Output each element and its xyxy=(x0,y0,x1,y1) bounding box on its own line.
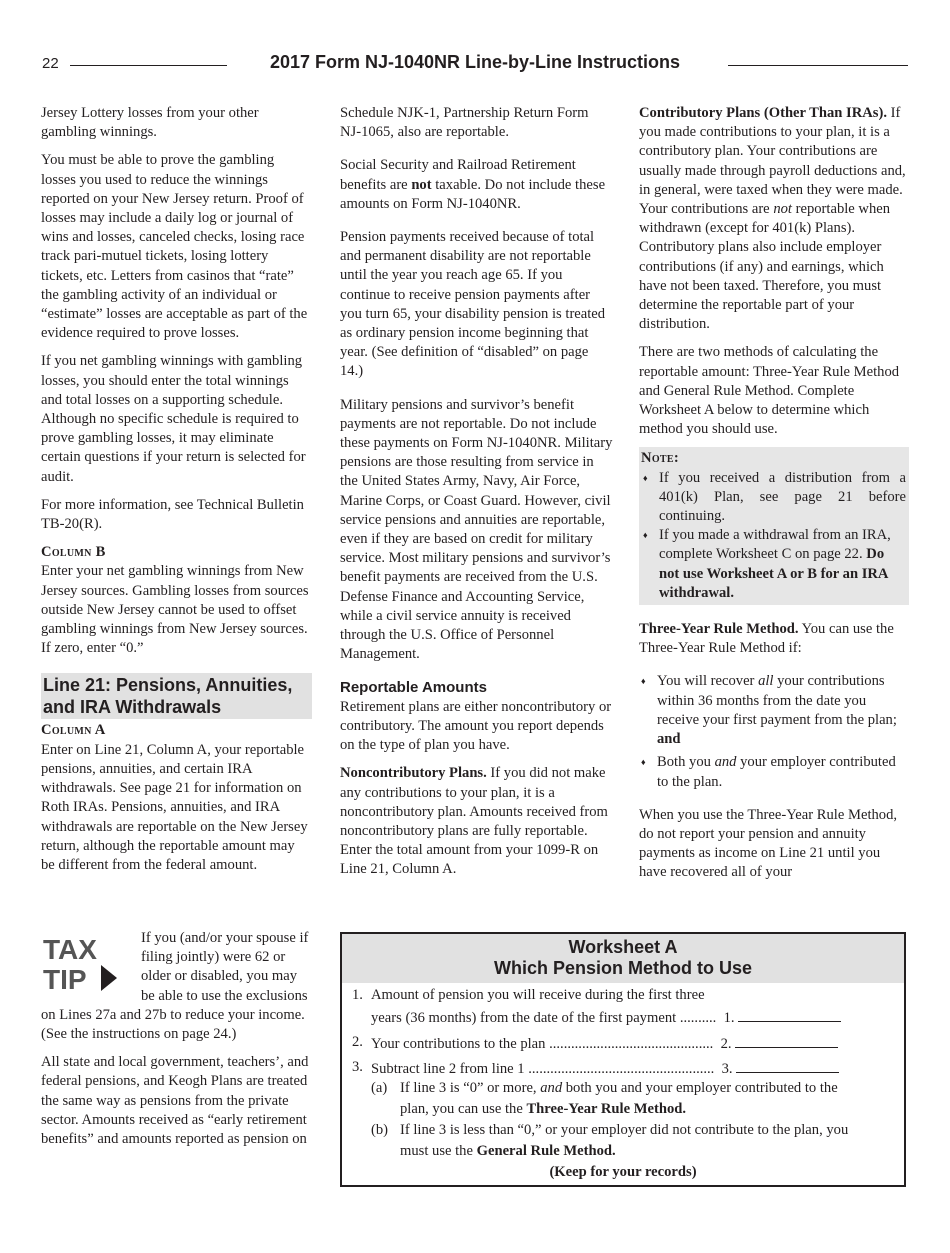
contributory-bold: Contributory Plans (Other Than IRAs). xyxy=(639,105,887,121)
noncontributory-bold: Noncontributory Plans. xyxy=(340,765,487,782)
col1-paragraph-1: Jersey Lottery losses from your other gambling winnings. xyxy=(41,105,259,141)
line-1-text-b: years (36 months) from the date of the first payment xyxy=(371,1010,677,1026)
bullet-1-bold: and xyxy=(657,731,681,748)
col3-paragraph-4: When you use the Three-Year Rule Method, do not report your pension and annuity payments as income on Line 21 until you have recovered all of your xyxy=(639,806,898,881)
option-a-bold: Three-Year Rule Method. xyxy=(526,1101,687,1117)
contributory-text-b: reportable when withdrawn (except for 401(k) Plans). Contributory plans also include employer contributions (if any) and earnings, which have not been taxed. Therefore, you must determine the reportable part of your distribution. xyxy=(639,201,891,333)
col2-p2-part-a: Social Security and Railroad Retirement benefits are xyxy=(340,157,576,193)
three-year-bullet-2 xyxy=(639,753,909,791)
line-2-wrap xyxy=(371,1033,838,1054)
line-2-dots: ............................................. xyxy=(545,1036,714,1052)
bullet-1-a: You will recover xyxy=(657,673,759,690)
tax-tip-word-tip: TIP xyxy=(43,964,87,995)
col1-paragraph-3: If you net gambling winnings with gambling losses, you should enter the total winnings and total losses on a supporting schedule. Although no specific schedule is required to prove gambling losses, it may eliminate certain questions if your return is selected for audit. xyxy=(41,353,306,485)
col1-last-paragraph: All state and local government, teachers’, and federal pensions, and Keogh Plans are treated the same way as pensions from the private sector. Amounts received as “early retirement benefits” and amounts reported as pension on xyxy=(41,1054,309,1148)
note-label: Note: xyxy=(641,450,680,467)
line-1-text-b-wrap xyxy=(371,1007,841,1028)
tax-tip-text: If you (and/or your spouse if filing jointly) were 62 or older or disabled, you may be able to use the exclusions on Lines 27a and 27b to reduce your income. (See the instructions on page 24.) xyxy=(41,930,309,1043)
note-bullet-1: ♦ If you received a distribution from a 401(k) Plan, see page 21 before continuing. xyxy=(641,469,906,527)
option-a-text-2: both you and your employer contributed to the xyxy=(562,1080,838,1096)
line-3-text: Subtract line 2 from line 1 xyxy=(371,1061,525,1077)
column-1 xyxy=(41,104,312,875)
bullet-2-italic: and xyxy=(714,754,737,771)
noncontributory-text: If you did not make any contributions to your plan, it is a noncontributory plan. Amounts received from noncontributory plans are fully reportable. Enter the total amount from your 1099-R on Line 21, Column A. xyxy=(340,765,608,878)
bullet-1-b: your contributions within 36 months from the date you receive your first payment from the plan; xyxy=(657,673,897,728)
note-bullets xyxy=(641,469,906,603)
col3-paragraph-3 xyxy=(639,620,909,658)
contributory-italic: not xyxy=(773,201,792,218)
bullet-1-italic: all xyxy=(758,673,774,690)
col1-paragraph-2: You must be able to prove the gambling losses you used to reduce the winnings reported on your New Jersey return. Proof of losses may include a daily log or journal of wins and losses, canceled checks, losing race track pari-mutuel tickets, losing lottery tickets, etc. Letters from casinos that “rate” the gambling activity of an individual or “estimate” losses are acceptable as part of the evidence required to prove losses. xyxy=(41,152,308,342)
note-bullet-2-bold: Do not use Worksheet A or B for an IRA withdrawal. xyxy=(659,546,888,601)
option-a-label: (a) xyxy=(371,1080,388,1096)
col1-paragraph-4: For more information, see Technical Bulletin TB-20(R). xyxy=(41,496,304,533)
column-b-text: Enter your net gambling winnings from New Jersey sources. Gambling losses from sources outside New Jersey cannot be used to offset gambling winnings from New Jersey sources. If zero, enter “0.” xyxy=(41,563,309,657)
option-b-label: (b) xyxy=(371,1122,389,1138)
col2-paragraph-2 xyxy=(340,156,613,214)
line-2-number: 2. xyxy=(352,1034,363,1050)
worksheet-a xyxy=(340,932,906,1187)
reportable-amounts-heading: Reportable Amounts xyxy=(340,679,487,697)
col2-paragraph-4: Military pensions and survivor’s benefit payments are not reportable. Do not include these payments on Form NJ-1040NR. Military pensions are those resulting from service in the United States Army, Navy, Air Force, Marine Corps, or Coast Guard. However, civil service pensions and annuities are reportable, even if they are based on credit for military service. Most military pensions and survivor’s benefit payments are received from the U.S. Defense Finance and Accounting Service, while a civil service annuity is received through the U.S. Office of Personnel Management. xyxy=(340,396,613,663)
line-3-ref: 3. xyxy=(721,1061,733,1077)
three-year-bullets xyxy=(639,672,909,791)
column-b-heading: Column B xyxy=(41,544,106,561)
tax-tip-spacer xyxy=(41,929,141,989)
note-bullet-2 xyxy=(641,526,906,603)
option-b-text-2: must use the xyxy=(400,1143,477,1159)
line-3-dots: ................................................... xyxy=(524,1061,715,1077)
line-21-heading: Line 21: Pensions, Annuities, and IRA Withdrawals xyxy=(41,673,312,719)
page-title: 2017 Form NJ-1040NR Line-by-Line Instructions xyxy=(269,52,681,72)
line-2-entry-field[interactable] xyxy=(735,1033,838,1048)
line-1-dots: .......... xyxy=(676,1010,717,1026)
line-1-entry-field[interactable] xyxy=(738,1007,841,1022)
worksheet-title: Worksheet A xyxy=(568,937,678,957)
page-number: 22 xyxy=(42,55,59,72)
keep-for-records: (Keep for your records) xyxy=(549,1164,697,1180)
col2-paragraph-3: Pension payments received because of total and permanent disability are not reportable until the year you reach age 65. If you continue to receive pension payments after you turn 65, your disability pension is treated as ordinary pension income beginning that year. (See definition of “disabled” on page 14.) xyxy=(340,229,606,380)
option-a-line-1 xyxy=(400,1079,838,1098)
option-b-line-1: If line 3 is less than “0,” or your employer did not contribute to the plan, you xyxy=(400,1122,849,1138)
line-3-number: 3. xyxy=(352,1059,363,1075)
contributory-text-a: If you made contributions to your plan, it is a contributory plan. Your contributions are usually made through payroll deductions and, in general, were taxed when they were made. Your contributions are xyxy=(639,105,906,218)
option-b-line-2 xyxy=(400,1142,616,1161)
line-2-ref: 2. xyxy=(720,1036,732,1052)
column-3 xyxy=(639,104,909,883)
line-1-number: 1. xyxy=(352,987,363,1003)
column-a-heading: Column A xyxy=(41,722,106,739)
line-1-text-a: Amount of pension you will receive during the first three xyxy=(371,987,705,1003)
line-2-text: Your contributions to the plan xyxy=(371,1036,546,1052)
column-2 xyxy=(340,104,613,880)
line-3-wrap xyxy=(371,1058,839,1079)
line-1-ref: 1. xyxy=(723,1010,735,1026)
option-b-bold: General Rule Method. xyxy=(476,1143,616,1159)
three-year-text: You can use the Three-Year Rule Method if: xyxy=(639,621,894,657)
col2-paragraph-6 xyxy=(340,764,613,879)
worksheet-subtitle: Which Pension Method to Use xyxy=(493,958,752,978)
note-box xyxy=(639,447,909,605)
col2-paragraph-5: Retirement plans are either noncontributory or contributory. The amount you report depends on the type of plan you have. xyxy=(340,698,612,754)
option-a-text-1: If line 3 is “0” or more, xyxy=(400,1080,541,1096)
option-a-text-3: plan, you can use the xyxy=(400,1101,527,1117)
col3-paragraph-1 xyxy=(639,104,909,334)
tax-tip-word-tax: TAX xyxy=(43,934,97,965)
tax-tip-text-block xyxy=(41,929,312,1149)
col2-p2-bold: not xyxy=(411,176,432,193)
option-a-line-2 xyxy=(400,1100,686,1119)
col2-paragraph-1: Schedule NJK-1, Partnership Return Form NJ-1065, also are reportable. xyxy=(340,105,589,141)
note-bullet-2-text: If you made a withdrawal from an IRA, complete Worksheet C on page 22. xyxy=(659,527,891,563)
column-a-text: Enter on Line 21, Column A, your reportable pensions, annuities, and certain IRA withdrawals. See page 21 for information on Roth IRAs. Pensions, annuities, and IRA withdrawals are reportable on the New Jersey return, although the reportable amount may be different from the federal amount. xyxy=(41,741,308,873)
col3-paragraph-2: There are two methods of calculating the reportable amount: Three-Year Rule Method and General Rule Method. Complete Worksheet A below to determine which method you should use. xyxy=(639,344,900,438)
three-year-bold: Three-Year Rule Method. xyxy=(639,621,799,638)
worksheet-header xyxy=(342,934,904,983)
option-a-italic: and xyxy=(540,1080,563,1096)
line-3-entry-field[interactable] xyxy=(736,1058,839,1073)
bullet-2-b: your employer contributed to the plan. xyxy=(657,754,896,790)
bullet-2-a: Both you xyxy=(657,754,715,771)
col2-p2-part-b: taxable. Do not include these amounts on Form NJ-1040NR. xyxy=(340,176,606,212)
header-rule-right xyxy=(728,65,908,66)
three-year-bullet-1 xyxy=(639,672,909,749)
